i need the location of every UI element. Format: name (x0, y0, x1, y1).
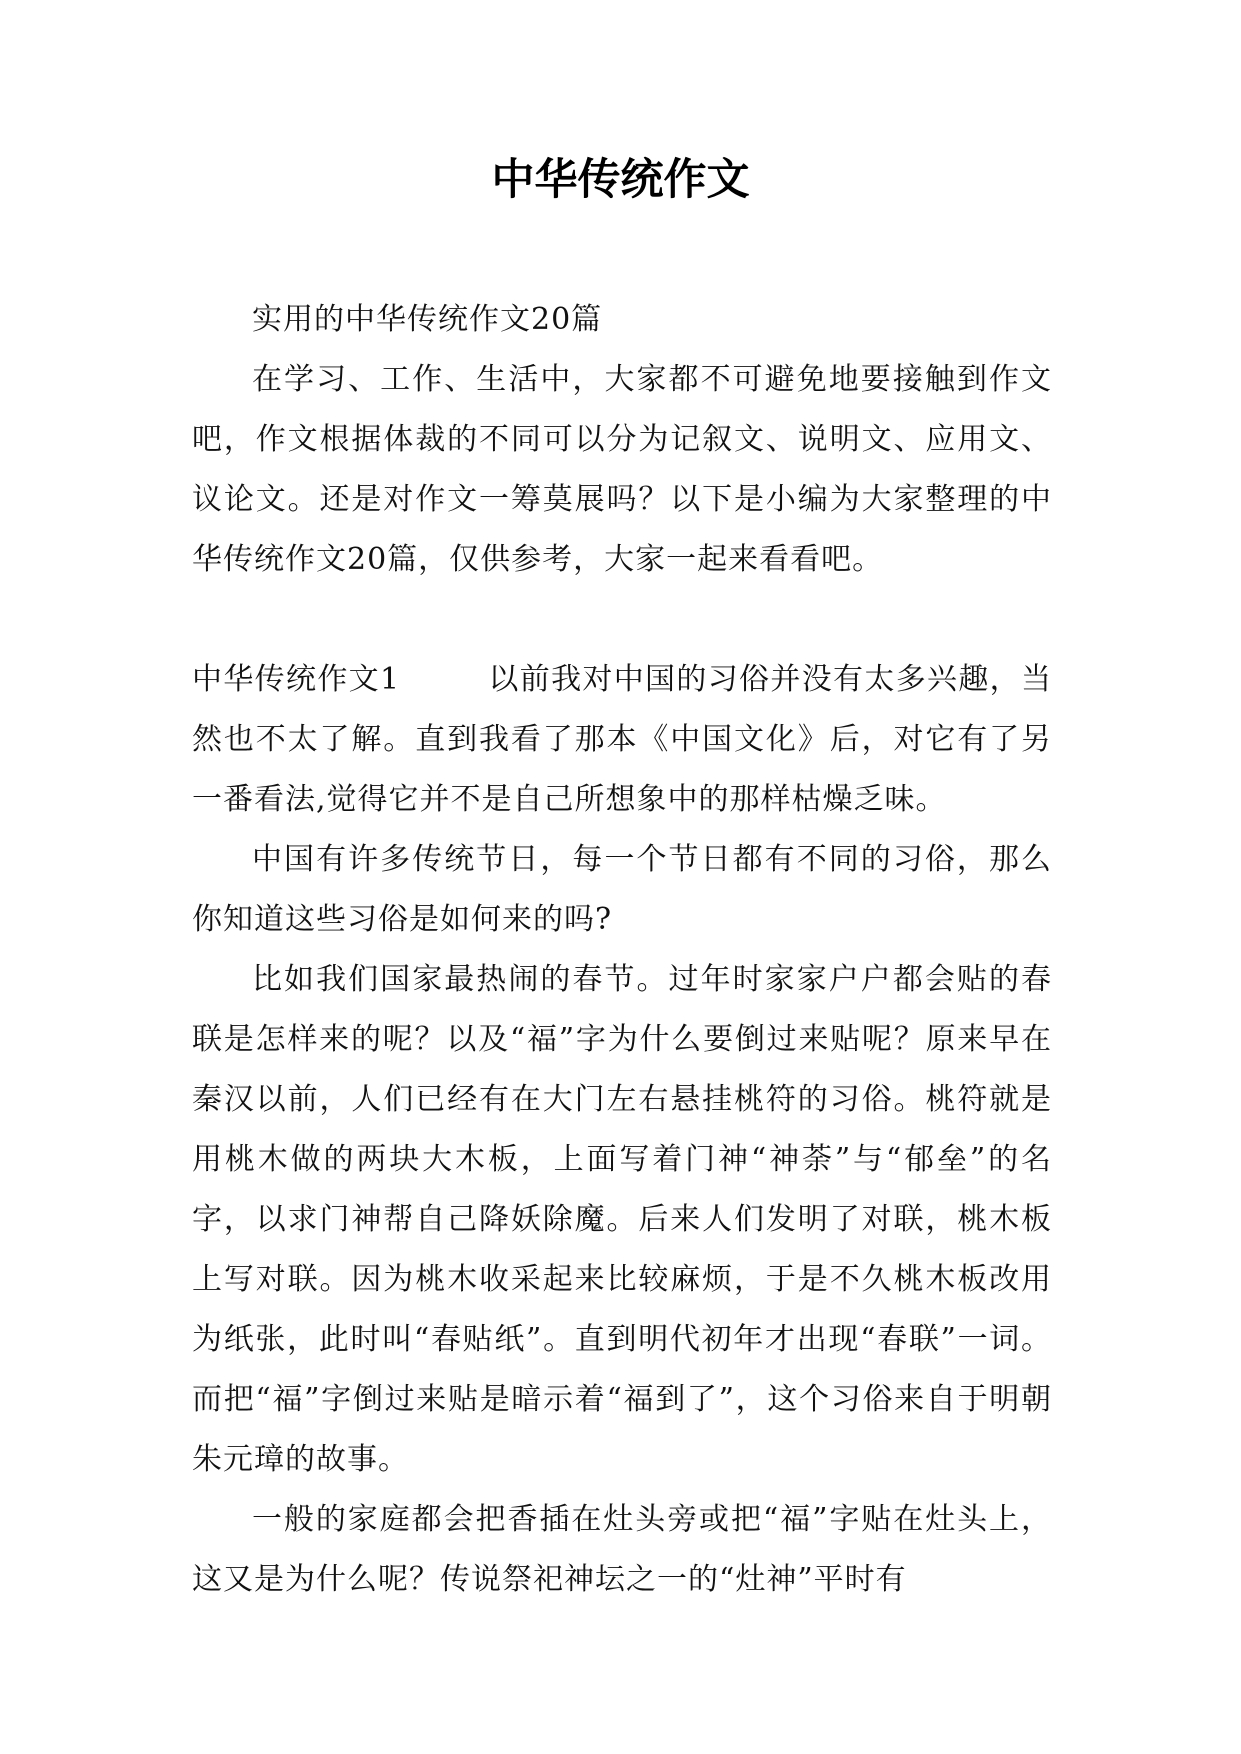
section1-heading: 中华传统作文1 (192, 662, 401, 697)
document-title: 中华传统作文 (491, 155, 750, 205)
kitchen-god-paragraph: 一般的家庭都会把香插在灶头旁或把“福”字贴在灶头上，这又是为什么呢？传说祭祀神坛之一的“灶神”平时有 (192, 1502, 1052, 1597)
section1-paragraph (192, 650, 1052, 830)
paragraph-gap (192, 590, 1052, 650)
intro-paragraph: 在学习、工作、生活中，大家都不可避免地要接触到作文吧，作文根据体裁的不同可以分为记叙文、说明文、应用文、议论文。还是对作文一筹莫展吗？以下是小编为大家整理的中华传统作文20篇，仅供参考，大家一起来看看吧。 (192, 362, 1052, 577)
festival-paragraph: 中国有许多传统节日，每一个节日都有不同的习俗，那么你知道这些习俗是如何来的吗? (192, 842, 1052, 937)
section1-lead-text: 以前我对中国的习俗并没有太多兴趣，当然也不太了解。直到我看了那本《中国文化》后，对它有了另一番看法,觉得它并不是自己所想象中的那样枯燥乏味。 (192, 662, 1053, 817)
spring-festival-paragraph: 比如我们国家最热闹的春节。过年时家家户户都会贴的春联是怎样来的呢？以及“福”字为什么要倒过来贴呢？原来早在秦汉以前，人们已经有在大门左右悬挂桃符的习俗。桃符就是用桃木做的两块大木板，上面写着门神“神荼”与“郁垒”的名字，以求门神帮自己降妖除魔。后来人们发明了对联，桃木板上写对联。因为桃木收采起来比较麻烦，于是不久桃木板改用为纸张，此时叫“春贴纸”。直到明代初年才出现“春联”一词。而把“福”字倒过来贴是暗示着“福到了”，这个习俗来自于明朝朱元璋的故事。 (192, 962, 1052, 1477)
document-body (192, 290, 1052, 1610)
subtitle-paragraph: 实用的中华传统作文20篇 (252, 302, 603, 337)
